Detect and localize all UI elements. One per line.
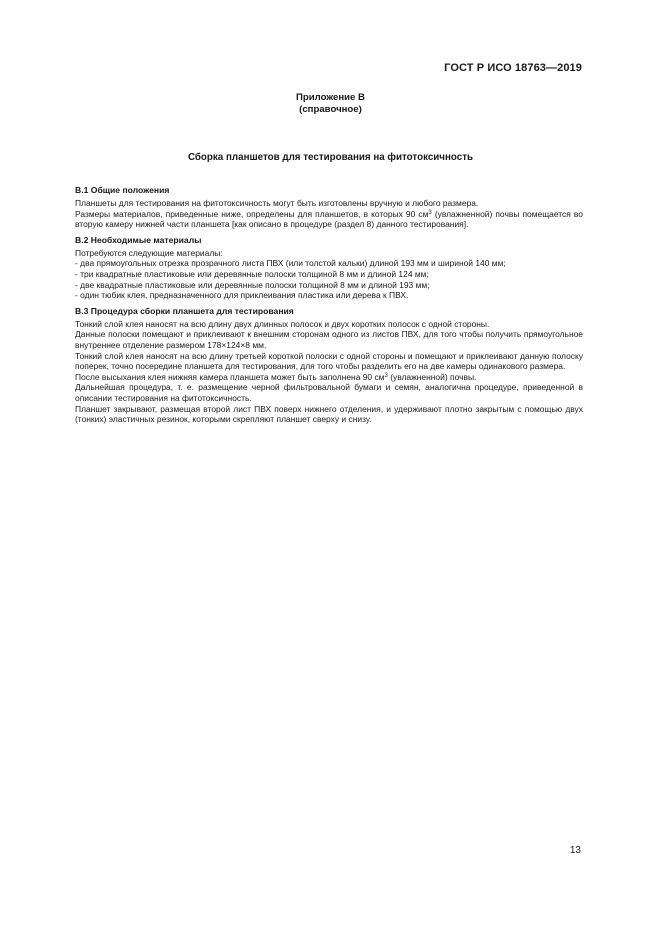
list-item: - один тюбик клея, предназначенного для приклеивания пластика или дерева к ПВХ.: [75, 290, 583, 301]
document-title: Сборка планшетов для тестирования на фитотоксичность: [187, 152, 474, 163]
section-b3-paragraph-6: Планшет закрывают, размещая второй лист ПВХ поверх нижнего отделения, и удерживают плотно закрытым с помощью двух (тонких) эластичных резинок, которыми скрепляют планшет сверху и снизу.: [75, 403, 583, 425]
section-b1-paragraph-2: Размеры материалов, приведенные ниже, определены для планшетов, в которых 90 $см^3$ (увлажненной) почвы помещается во вторую камеру нижней части планшета [как описано в процедуре (раздел 8) данного тестирования].: [75, 208, 583, 230]
section-b1-heading: В.1 Общие положения: [75, 185, 170, 195]
section-b3-paragraph-4: После высыхания клея нижняя камера планшета может быть заполнена 90 $см^3$ (увлажненной) почвы.: [75, 371, 477, 382]
section-b1: [75, 185, 583, 230]
section-b1-paragraph-1: Планшеты для тестирования на фитотоксичность могут быть изготовлены вручную и любого размера.: [75, 198, 479, 208]
annex-heading: [0, 92, 661, 116]
section-b2-heading: В.2 Необходимые материалы: [75, 234, 202, 245]
section-b3-heading: В.3 Процедура сборки планшета для тестирования: [75, 305, 294, 316]
section-b2: [75, 235, 583, 301]
section-b2-intro: Потребуются следующие материалы:: [75, 247, 223, 258]
section-b3-paragraph-5: Дальнейшая процедура, т. е. размещение черной фильтровальной бумаги и семян, аналогична процедуре, приведенной в описании тестирования на фитотоксичность.: [75, 382, 583, 403]
standard-code: ГОСТ Р ИСО 18763—2019: [444, 62, 582, 74]
document-body: [75, 185, 583, 430]
page-number: 13: [569, 845, 581, 856]
list-item: - две квадратные пластиковые или деревянные полоски толщиной 8 мм и длиной 193 мм;: [75, 280, 583, 291]
materials-list: [75, 258, 583, 300]
annex-title: Приложение В: [296, 92, 365, 103]
section-b3-paragraph-1: Тонкий слой клея наносят на всю длину двух длинных полосок и двух коротких полосок с одной стороны.: [75, 318, 490, 329]
section-b3-paragraph-2: Данные полоски помещают и приклеивают к внешним сторонам одного из листов ПВХ, для того чтобы получить прямоугольное внутреннее отделение размером 178×124×8 мм.: [75, 329, 583, 350]
annex-type: (справочное): [299, 104, 362, 115]
list-item: - два прямоугольных отрезка прозрачного листа ПВХ (или толстой кальки) длиной 193 мм и шириной 140 мм;: [75, 258, 583, 269]
list-item: - три квадратные пластиковые или деревянные полоски толщиной 8 мм и длиной 124 мм;: [75, 269, 583, 280]
section-b3: [75, 306, 583, 425]
section-b3-paragraph-3: Тонкий слой клея наносят на всю длину третьей короткой полоски с одной стороны и помещают и приклеивают данную полоску поперек, точно посередине планшета для тестирования, для того чтобы разделить его на две камеры одинакового размера.: [75, 350, 583, 372]
